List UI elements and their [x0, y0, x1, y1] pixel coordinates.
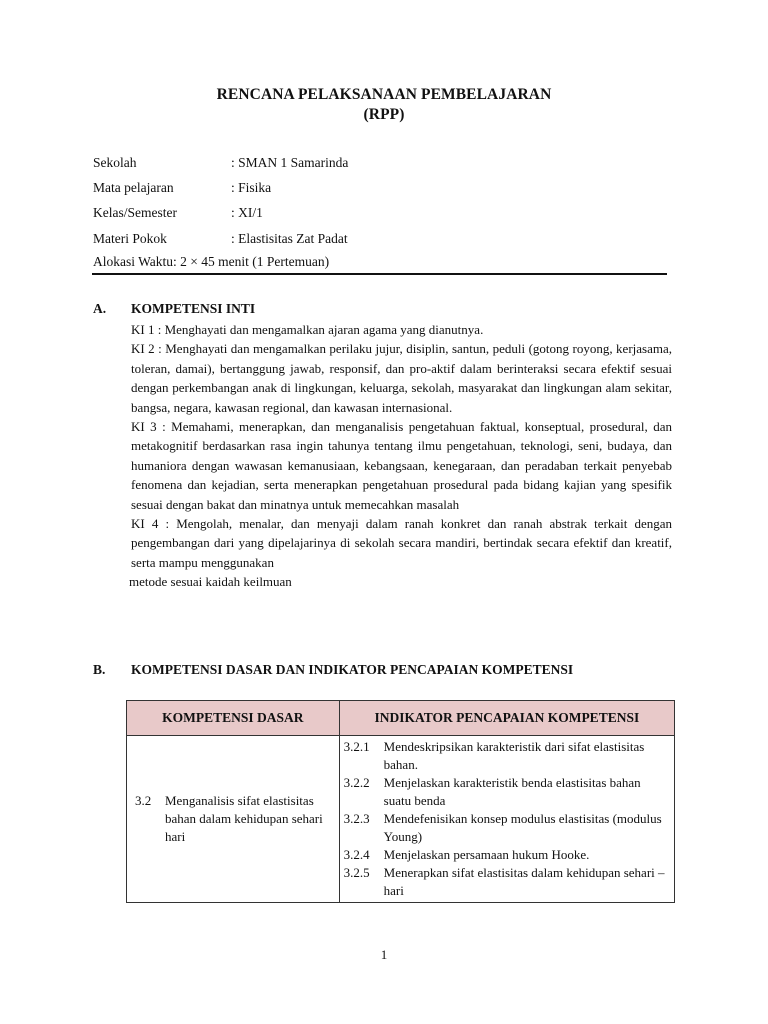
indicator-item [344, 774, 668, 810]
kd-cell [127, 736, 340, 903]
indicator-list [340, 736, 674, 902]
indicator-cell [339, 736, 674, 903]
indicator-number: 3.2.1 [343, 739, 370, 754]
kd-text: Menganalisis sifat elastisitas bahan dalam kehidupan sehari hari [165, 793, 323, 844]
ki-2: KI 2 : Menghayati dan mengamalkan perilaku jujur, disiplin, santun, peduli (gotong royong, kerjasama, toleran, damai), bertanggung jawab, responsif, dan pro-aktif dalam berinteraksi secara efektif sesuai dengan perkembangan anak di lingkungan, keluarga, sekolah, masyarakat dan lingkungan alam sekitar, bangsa, negara, kawasan regional, dan kawasan internasional. [131, 341, 672, 415]
info-value: : Fisika [231, 180, 272, 195]
info-label: Sekolah [93, 155, 137, 170]
indicator-text: Mendefenisikan konsep modulus elastisitas (modulus Young) [383, 811, 662, 844]
indicator-text: Menjelaskan persamaan hukum Hooke. [383, 847, 590, 862]
ki-1: KI 1 : Menghayati dan mengamalkan ajaran agama yang dianutnya. [131, 322, 484, 337]
alokasi-waktu: Alokasi Waktu: 2 × 45 menit (1 Pertemuan) [93, 254, 330, 269]
ki-4-continuation: metode sesuai kaidah keilmuan [129, 574, 292, 590]
section-a-title: KOMPETENSI INTI [131, 301, 256, 316]
indicator-item [344, 846, 668, 864]
info-value: : XI/1 [231, 205, 263, 220]
header-indikator: INDIKATOR PENCAPAIAN KOMPETENSI [339, 701, 674, 736]
indicator-text: Menjelaskan karakteristik benda elastisitas bahan suatu benda [383, 775, 641, 808]
header-divider [92, 273, 667, 275]
table-header-row [127, 701, 675, 736]
document-title: RENCANA PELAKSANAAN PEMBELAJARAN [216, 86, 552, 103]
info-value: : Elastisitas Zat Padat [231, 231, 348, 246]
indicator-text: Mendeskripsikan karakteristik dari sifat elastisitas bahan. [383, 739, 645, 772]
kd-item [135, 792, 331, 846]
indicator-item [344, 810, 668, 846]
info-value: : SMAN 1 Samarinda [231, 155, 349, 170]
indicator-text: Menerapkan sifat elastisitas dalam kehidupan sehari – hari [383, 865, 665, 898]
table-row [127, 736, 675, 903]
indicator-number: 3.2.4 [343, 847, 370, 862]
indicator-item [344, 864, 668, 900]
ki-3: KI 3 : Memahami, menerapkan, dan menganalisis pengetahuan faktual, konseptual, prosedural, dan metakognitif berdasarkan rasa ingin tahunya tentang ilmu pengetahuan, teknologi, seni, budaya, dan humaniora dengan wawasan kemanusiaan, kebangsaan, kenegaraan, dan peradaban terkait penyebab fenomena dan kejadian, serta menerapkan pengetahuan prosedural pada bidang kajian yang spesifik sesuai dengan bakat dan minatnya untuk memecahkan masalah [131, 419, 672, 512]
indicator-number: 3.2.3 [343, 811, 370, 826]
indicator-number: 3.2.5 [343, 865, 370, 880]
page-number: 1 [380, 947, 388, 962]
section-b-title: KOMPETENSI DASAR DAN INDIKATOR PENCAPAIAN KOMPETENSI [131, 662, 574, 677]
section-b-letter: B. [93, 662, 106, 677]
info-label: Kelas/Semester [93, 205, 177, 220]
kd-number: 3.2 [135, 793, 152, 808]
indicator-number: 3.2.2 [343, 775, 370, 790]
indicator-item [344, 738, 668, 774]
info-label: Mata pelajaran [93, 180, 174, 195]
info-label: Materi Pokok [93, 231, 167, 246]
ki-4: KI 4 : Mengolah, menalar, dan menyaji dalam ranah konkret dan ranah abstrak terkait dengan pengembangan dari yang dipelajarinya di sekolah secara mandiri, bertindak secara efektif dan kreatif, serta mampu menggunakan [131, 516, 672, 570]
document-subtitle: (RPP) [363, 106, 405, 123]
kd-ipk-table [126, 700, 675, 903]
kompetensi-inti-block [131, 320, 672, 592]
section-a-letter: A. [93, 301, 107, 316]
header-kompetensi-dasar: KOMPETENSI DASAR [127, 701, 340, 736]
